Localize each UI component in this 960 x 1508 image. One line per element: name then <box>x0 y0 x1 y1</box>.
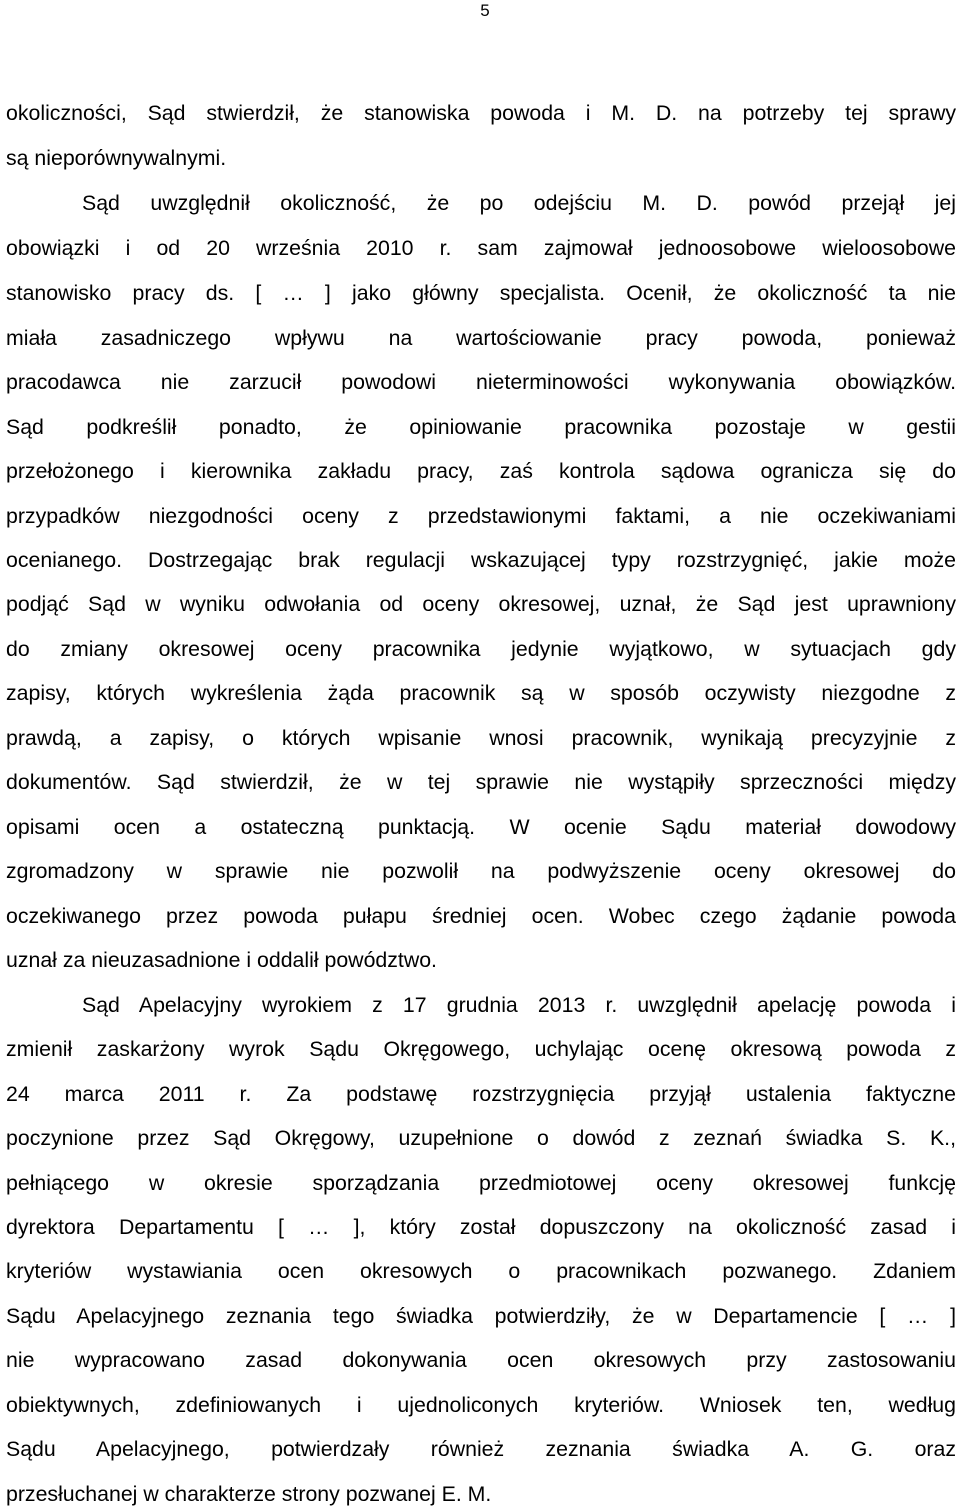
text-line: zmienił zaskarżony wyrok Sądu Okręgowego, uchylając ocenę okresową powoda z <box>6 1037 956 1061</box>
text-line: obiektywnych, zdefiniowanych i ujednoliconych kryteriów. Wniosek ten, według <box>6 1393 956 1417</box>
text-line: zapisy, których wykreślenia żąda pracownik są w sposób oczywisty niezgodne z <box>6 681 956 705</box>
text-line: przypadków niezgodności oceny z przedstawionymi faktami, a nie oczekiwaniami <box>6 504 956 528</box>
text-line: przesłuchanej w charakterze strony pozwanej E. M. <box>6 1482 492 1506</box>
text-line: poczynione przez Sąd Okręgowy, uzupełnione o dowód z zeznań świadka S. K., <box>6 1126 956 1150</box>
text-line: obowiązki i od 20 września 2010 r. sam zajmował jednoosobowe wieloosobowe <box>6 236 956 260</box>
text-line: pełniącego w okresie sporządzania przedmiotowej oceny okresowej funkcję <box>6 1171 956 1195</box>
text-line: opisami ocen a ostateczną punktacją. W ocenie Sądu materiał dowodowy <box>6 815 956 839</box>
text-line: Sąd podkreślił ponadto, że opiniowanie pracownika pozostaje w gestii <box>6 415 956 439</box>
text-line: nie wypracowano zasad dokonywania ocen okresowych przy zastosowaniu <box>6 1348 956 1372</box>
text-line: kryteriów wystawiania ocen okresowych o pracownikach pozwanego. Zdaniem <box>6 1259 956 1283</box>
text-line: do zmiany okresowej oceny pracownika jedynie wyjątkowo, w sytuacjach gdy <box>6 637 956 661</box>
text-line: Sąd uwzględnił okoliczność, że po odejściu M. D. powód przejął jej <box>82 191 956 215</box>
text-line: uznał za nieuzasadnione i oddalił powództwo. <box>6 948 437 972</box>
text-line: podjąć Sąd w wyniku odwołania od oceny okresowej, uznał, że Sąd jest uprawniony <box>6 592 956 616</box>
text-line: 24 marca 2011 r. Za podstawę rozstrzygnięcia przyjął ustalenia faktyczne <box>6 1082 956 1106</box>
text-line: przełożonego i kierownika zakładu pracy, zaś kontrola sądowa ogranicza się do <box>6 459 956 483</box>
text-line: ocenianego. Dostrzegając brak regulacji wskazującej typy rozstrzygnięć, jakie może <box>6 548 956 572</box>
text-line: oczekiwanego przez powoda pułapu średniej ocen. Wobec czego żądanie powoda <box>6 904 956 928</box>
text-line: dokumentów. Sąd stwierdził, że w tej sprawie nie wystąpiły sprzeczności między <box>6 770 956 794</box>
text-line: Sądu Apelacyjnego zeznania tego świadka potwierdziły, że w Departamencie [ … ] <box>6 1304 956 1328</box>
text-line: pracodawca nie zarzucił powodowi nieterminowości wykonywania obowiązków. <box>6 370 956 394</box>
text-line: prawdą, a zapisy, o których wpisanie wnosi pracownik, wynikają precyzyjnie z <box>6 726 956 750</box>
text-line: miała zasadniczego wpływu na wartościowanie pracy powoda, ponieważ <box>6 326 956 350</box>
page-number: 5 <box>480 1 490 20</box>
text-line: okoliczności, Sąd stwierdził, że stanowiska powoda i M. D. na potrzeby tej sprawy <box>6 101 956 125</box>
text-line: dyrektora Departamentu [ … ], który został dopuszczony na okoliczność zasad i <box>6 1215 956 1239</box>
text-line: Sąd Apelacyjny wyrokiem z 17 grudnia 2013 r. uwzględnił apelację powoda i <box>82 993 956 1017</box>
text-line: Sądu Apelacyjnego, potwierdzały również zeznania świadka A. G. oraz <box>6 1437 956 1461</box>
text-line: są nieporównywalnymi. <box>6 146 227 170</box>
text-line: stanowisko pracy ds. [ … ] jako główny specjalista. Ocenił, że okoliczność ta nie <box>6 281 956 305</box>
text-line: zgromadzony w sprawie nie pozwolił na podwyższenie oceny okresowej do <box>6 859 956 883</box>
